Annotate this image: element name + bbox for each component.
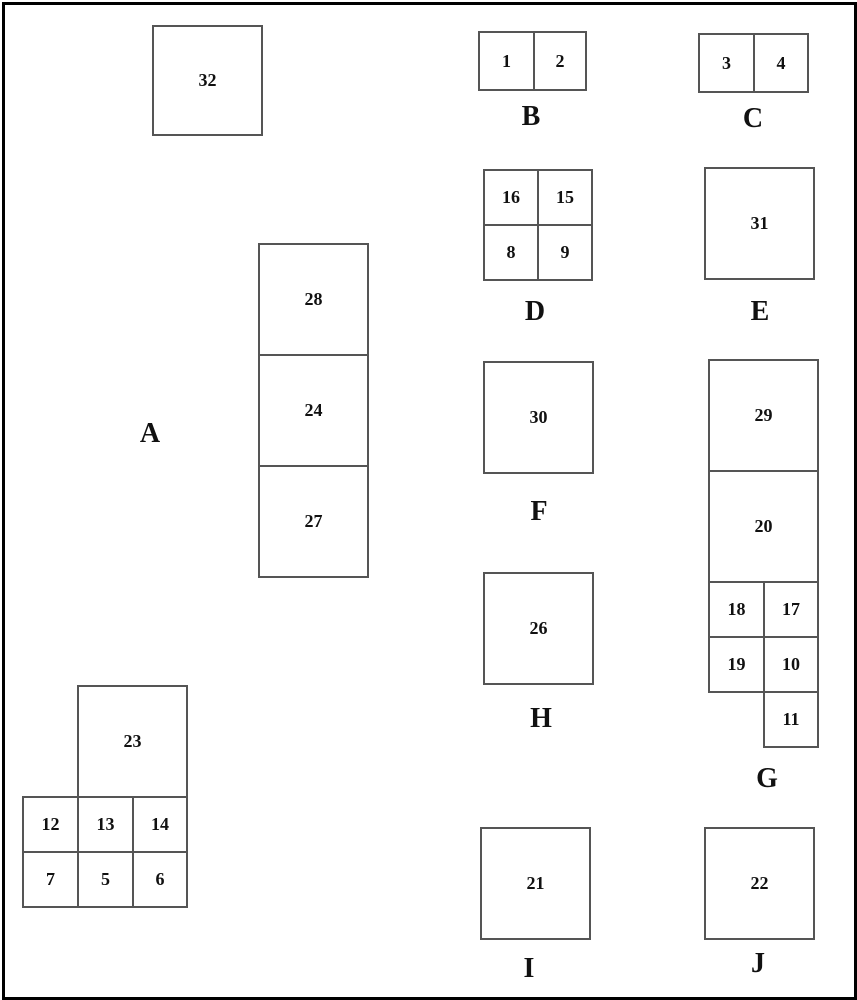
box-8: 8 (483, 224, 539, 281)
box-14: 14 (132, 796, 188, 853)
box-19: 19 (708, 636, 765, 693)
box-18: 18 (708, 581, 765, 638)
group-label-f: F (530, 496, 548, 527)
group-label-i: I (523, 953, 535, 984)
box-29: 29 (708, 359, 819, 472)
group-label-j: J (751, 948, 765, 979)
box-20: 20 (708, 470, 819, 583)
box-5: 5 (77, 851, 134, 908)
box-27: 27 (258, 465, 369, 578)
box-28: 28 (258, 243, 369, 356)
box-13: 13 (77, 796, 134, 853)
box-6: 6 (132, 851, 188, 908)
group-label-a: A (139, 418, 161, 449)
box-26: 26 (483, 572, 594, 685)
box-23: 23 (77, 685, 188, 798)
box-16: 16 (483, 169, 539, 226)
box-10: 10 (763, 636, 819, 693)
box-7: 7 (22, 851, 79, 908)
group-label-e: E (750, 296, 770, 327)
box-1: 1 (478, 31, 535, 91)
box-9: 9 (537, 224, 593, 281)
box-30: 30 (483, 361, 594, 474)
diagram-frame (2, 2, 857, 1000)
box-24: 24 (258, 354, 369, 467)
box-12: 12 (22, 796, 79, 853)
box-2: 2 (533, 31, 587, 91)
box-32: 32 (152, 25, 263, 136)
box-21: 21 (480, 827, 591, 940)
group-label-b: B (521, 101, 541, 132)
box-31: 31 (704, 167, 815, 280)
box-11: 11 (763, 691, 819, 748)
group-label-h: H (530, 703, 552, 734)
box-17: 17 (763, 581, 819, 638)
box-22: 22 (704, 827, 815, 940)
group-label-g: G (756, 763, 778, 794)
group-label-c: C (742, 103, 764, 134)
box-3: 3 (698, 33, 755, 93)
box-15: 15 (537, 169, 593, 226)
box-4: 4 (753, 33, 809, 93)
group-label-d: D (524, 296, 546, 327)
